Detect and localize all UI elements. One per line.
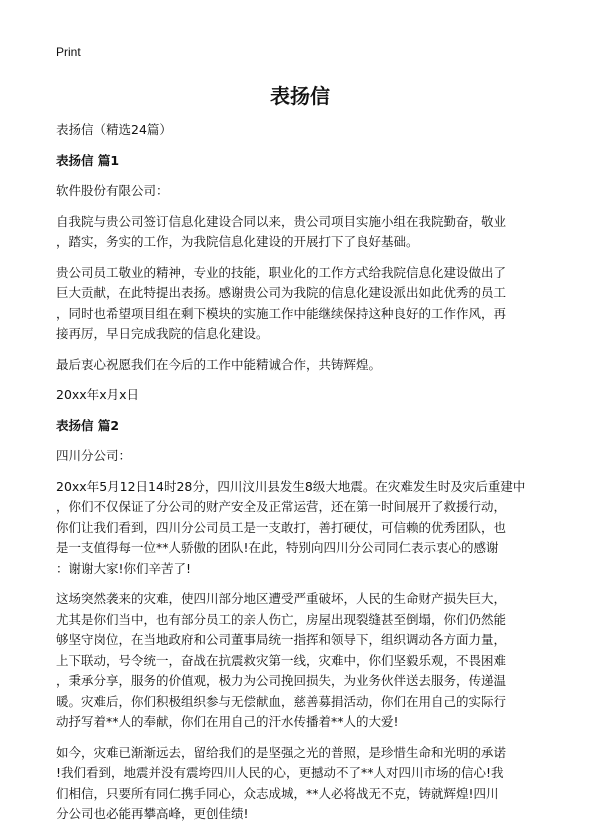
text-line: 20xx年5月12日14时28分，四川汶川县发生8级大地震。在灾难发生时及灾后重建中 [56, 478, 526, 494]
text-line: 如今，灾难已渐渐远去，留给我们的是坚强之光的普照，是珍惜生命和光明的承诺 [56, 744, 507, 760]
text-line: ，你们不仅保证了分公司的财产安全及正常运营，还在第一时间展开了救援行动， [56, 499, 507, 514]
paragraph-2-3 [56, 743, 550, 825]
text-line: ：谢谢大家!你们辛苦了! [56, 560, 192, 576]
paragraph-2-2 [56, 589, 550, 733]
text-line: !我们看到，地震并没有震垮四川人民的心，更撼动不了**人对四川市场的信心!我 [56, 765, 504, 780]
paragraph-2-1 [56, 477, 550, 580]
section-heading-2: 表扬信 篇2 [56, 417, 120, 433]
text-line: 巨大贡献，在此特提出表扬。感谢贵公司为我院的信息化建设派出如此优秀的员工 [56, 285, 507, 300]
document-body [56, 120, 550, 835]
paragraph-1-1 [56, 212, 550, 253]
text-line: 暖。灾难后，你们积极组织参与无偿献血，慈善募捐活动，你们在用自己的实际行 [56, 693, 507, 709]
text-line: 是一支值得每一位**人骄傲的团队!在此，特别向四川分公司同仁表示衷心的感谢 [56, 540, 499, 555]
text-line: 们相信，只要所有同仁携手同心，众志成城，**人必将战无不克，铸就辉煌!四川 [56, 785, 499, 801]
date-1: 20xx年x月x日 [56, 387, 139, 402]
closing-1: 最后衷心祝愿我们在今后的工作中能精诚合作，共铸辉煌。 [56, 356, 382, 372]
salutation-1: 软件股份有限公司： [56, 183, 169, 198]
text-line: 你们让我们看到，四川分公司员工是一支敢打，善打硬仗，可信赖的优秀团队，也 [56, 519, 507, 535]
section-heading-1: 表扬信 篇1 [56, 152, 120, 168]
text-line: 上下联动，号令统一，奋战在抗震救灾第一线，灾难中，你们坚毅乐观，不畏困难 [56, 652, 507, 668]
paragraph-1-2 [56, 263, 550, 345]
text-line: ，秉承分享，服务的价值观，极力为公司挽回损失，为业务伙伴送去服务，传递温 [56, 673, 507, 688]
salutation-2: 四川分公司： [56, 448, 132, 463]
text-line: 动抒写着**人的奉献，你们在用自己的汗水传播着**人的大爱! [56, 714, 399, 729]
text-line: ，同时也希望项目组在剩下模块的实施工作中能继续保持这种良好的工作作风，再 [56, 305, 507, 321]
print-link[interactable]: Print [56, 45, 81, 59]
text-line: 接再厉，早日完成我院的信息化建设。 [56, 326, 269, 341]
page-title: 表扬信 [270, 84, 330, 108]
document-subtitle: 表扬信（精选24篇） [56, 122, 172, 137]
text-line: 够坚守岗位，在当地政府和公司董事局统一指挥和领导下，组织调动各方面力量， [56, 632, 507, 647]
text-line: 尤其是你们当中，也有部分员工的亲人伤亡，房屋出现裂缝甚至倒塌，你们仍然能 [56, 611, 507, 627]
text-line: 贵公司员工敬业的精神，专业的技能，职业化的工作方式给我院信息化建设做出了 [56, 264, 507, 280]
text-line: 自我院与贵公司签订信息化建设合同以来，贵公司项目实施小组在我院勤奋，敬业 [56, 213, 507, 229]
text-line: ，踏实，务实的工作，为我院信息化建设的开展打下了良好基础。 [56, 234, 419, 249]
text-line: 这场突然袭来的灾难，使四川部分地区遭受严重破坏，人民的生命财产损失巨大， [56, 591, 507, 606]
text-line: 分公司也必能再攀高峰，更创佳绩! [56, 806, 249, 821]
